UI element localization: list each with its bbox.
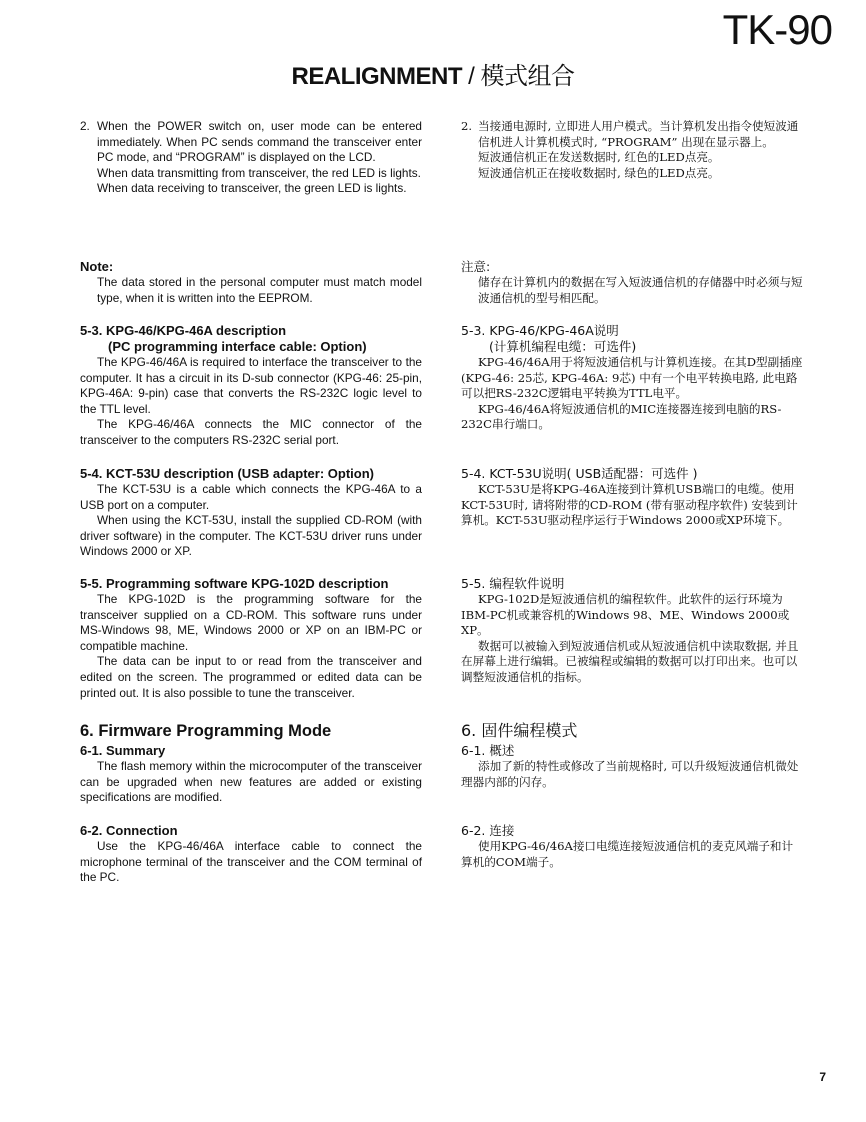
cn-6-2-heading: 6-2. 连接 bbox=[461, 823, 515, 838]
cn-5-4-para-1: KCT-53U是将KPG-46A连接到计算机USB端口的电缆。使用KCT-53U时, 请将附带的CD-ROM (带有驱动程序软件) 安装到计算机。KCT-53U驱动程序运行于Windows 2000或XP环境下。 bbox=[461, 482, 798, 528]
title-chinese: 模式组合 bbox=[480, 63, 575, 90]
cn-5-3-heading: 5-3. KPG-46/KPG-46A说明 bbox=[461, 323, 619, 338]
en-item-2-red-led: When data transmitting from transceiver, the red LED is lights. bbox=[97, 165, 421, 180]
cn-5-3-subheading: (计算机编程电缆：可选件) bbox=[489, 339, 637, 354]
cn-5-5-para-1: KPG-102D是短波通信机的编程软件。此软件的运行环境为IBM-PC机或兼容机的Windows 98、ME、Windows 2000或XP。 bbox=[461, 592, 790, 638]
en-section-5-3 bbox=[80, 323, 422, 449]
cn-section-5-5 bbox=[461, 576, 803, 686]
en-6-1-text: The flash memory within the microcomputer of the transceiver can be upgraded when new features are added or existing specifications are modified. bbox=[80, 759, 422, 805]
en-note-heading: Note: bbox=[80, 259, 114, 274]
cn-section-6 bbox=[461, 721, 803, 790]
cn-5-5-heading: 5-5. 编程软件说明 bbox=[461, 576, 565, 591]
en-6-2-text: Use the KPG-46/46A interface cable to connect the microphone terminal of the transceiver and the COM terminal of the PC. bbox=[80, 839, 422, 885]
cn-5-3-para-1: KPG-46/46A用于将短波通信机与计算机连接。在其D型副插座 (KPG-46: 25芯, KPG-46A: 9芯) 中有一个电平转换电路, 此电路可以把RS-232C逻辑电平转换为TTL电平。 bbox=[461, 355, 803, 401]
en-item-2-green-led: When data receiving to transceiver, the green LED is lights. bbox=[97, 181, 407, 196]
cn-section-5-4 bbox=[461, 466, 803, 529]
en-5-4-para-2: When using the KCT-53U, install the supplied CD-ROM (with driver software) in the computer. The KCT-53U driver runs under Windows 2000 or XP. bbox=[80, 513, 422, 559]
cn-section-6-2 bbox=[461, 823, 803, 870]
en-section-5-4 bbox=[80, 466, 422, 560]
en-5-4-heading: 5-4. KCT-53U description (USB adapter: Option) bbox=[80, 466, 374, 481]
en-item-2-number: 2. bbox=[80, 119, 90, 133]
en-5-3-subheading: (PC programming interface cable: Option) bbox=[108, 339, 367, 354]
cn-6-1-text: 添加了新的特性或修改了当前规格时, 可以升级短波通信机微处理器内部的闪存。 bbox=[461, 759, 799, 789]
en-section-5-5 bbox=[80, 576, 422, 701]
en-5-3-para-2: The KPG-46/46A connects the MIC connector of the transceiver to the computers RS-232C serial port. bbox=[80, 417, 422, 447]
cn-item-2-green-led: 短波通信机正在接收数据时, 绿色的LED点亮。 bbox=[478, 165, 720, 180]
en-section-6-2 bbox=[80, 823, 422, 886]
en-5-3-heading: 5-3. KPG-46/KPG-46A description bbox=[80, 323, 287, 338]
en-6-1-heading: 6-1. Summary bbox=[80, 743, 166, 758]
en-6-heading: 6. Firmware Programming Mode bbox=[80, 722, 332, 740]
cn-5-3-para-2: KPG-46/46A将短波通信机的MIC连接器连接到电脑的RS-232C串行端口。 bbox=[461, 401, 782, 432]
cn-note-heading: 注意: bbox=[461, 259, 491, 274]
en-note-text: The data stored in the personal computer must match model type, when it is written into the EEPROM. bbox=[97, 275, 422, 305]
en-5-4-para-1: The KCT-53U is a cable which connects the KPG-46A to a USB port on a computer. bbox=[80, 482, 422, 512]
en-note bbox=[80, 259, 422, 306]
cn-item-2-red-led: 短波通信机正在发送数据时, 红色的LED点亮。 bbox=[478, 150, 720, 165]
en-5-5-heading: 5-5. Programming software KPG-102D description bbox=[80, 576, 389, 591]
cn-note-text: 储存在计算机内的数据在写入短波通信机的存储器中时必须与短波通信机的型号相匹配。 bbox=[478, 275, 803, 305]
en-item-2-text: When the POWER switch on, user mode can be entered immediately. When PC sends command the transceiver enter PC mode, and “PROGRAM” is displayed on the LCD. bbox=[97, 119, 422, 165]
cn-5-5-para-2: 数据可以被输入到短波通信机或从短波通信机中读取数据, 并且在屏幕上进行编辑。已被编程或编辑的数据可以打印出来。也可以调整短波通信机的指标。 bbox=[461, 638, 799, 684]
cn-6-heading: 6. 固件编程模式 bbox=[461, 721, 578, 740]
page-title bbox=[0, 56, 866, 91]
cn-section-5-3 bbox=[461, 323, 803, 433]
cn-note bbox=[461, 259, 803, 306]
en-section-6 bbox=[80, 721, 422, 806]
cn-5-4-heading: 5-4. KCT-53U说明( USB适配器：可选件 ) bbox=[461, 466, 698, 481]
title-separator: / bbox=[461, 63, 481, 90]
model-name: TK-90 bbox=[722, 6, 832, 53]
cn-item-2-number: 2. bbox=[461, 119, 473, 133]
en-5-5-para-2: The data can be input to or read from the transceiver and edited on the screen. The programmed or edited data can be printed out. It is also possible to tune the transceiver. bbox=[80, 654, 422, 700]
page-number: 7 bbox=[819, 1070, 826, 1084]
cn-item-2-text: 当接通电源时, 立即进人用户模式。当计算机发出指令使短波通信机进人计算机模式时, “PROGRAM” 出现在显示器上。 bbox=[478, 119, 799, 149]
en-item-2 bbox=[80, 119, 422, 197]
cn-6-1-heading: 6-1. 概述 bbox=[461, 743, 515, 758]
cn-6-2-text: 使用KPG-46/46A接口电缆连接短波通信机的麦克风端子和计算机的COM端子。 bbox=[461, 839, 794, 869]
en-5-5-para-1: The KPG-102D is the programming software for the transceiver supplied on a CD-ROM. This software runs under MS-Windows 98, ME, Windows 2000 or XP on an IBM-PC or compatible machine. bbox=[80, 592, 422, 653]
en-6-2-heading: 6-2. Connection bbox=[80, 823, 178, 838]
en-5-3-para-1: The KPG-46/46A is required to interface the transceiver to the computer. It has a circuit in its D-sub connector (KPG-46: 25-pin, KPG-46A: 9-pin) case that converts the RS-232C logic level to the TTL level. bbox=[80, 355, 422, 416]
title-english: REALIGNMENT bbox=[291, 63, 462, 90]
cn-item-2 bbox=[461, 119, 803, 181]
